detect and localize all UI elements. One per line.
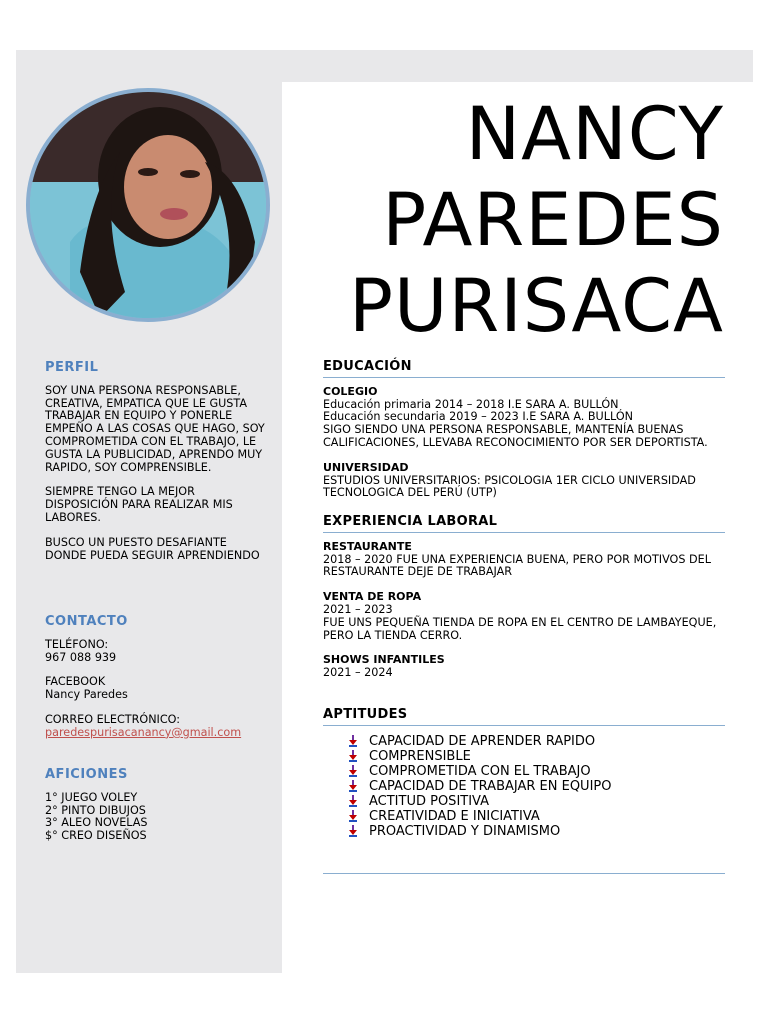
aficion-item: 1° JUEGO VOLEY [45,790,138,804]
list-item [347,734,725,749]
phone-label: TELÉFONO: [45,637,109,651]
facebook-value: Nancy Paredes [45,688,128,702]
facebook-label: FACEBOOK [45,675,106,689]
experience-entry [323,541,725,579]
aficion-item: $° CREO DISEÑOS [45,829,147,843]
experience-title: SHOWS INFANTILES [323,653,445,667]
list-item [347,779,725,794]
list-item [347,824,725,839]
aptitudes-section [323,709,725,839]
experience-text: 2018 – 2020 FUE UNA EXPERIENCIA BUENA, PERO POR MOTIVOS DEL RESTAURANTE DEJE DE TRABAJAR [323,552,711,579]
list-item [347,809,725,824]
aptitude-label: CAPACIDAD DE TRABAJAR EN EQUIPO [369,778,612,794]
section-divider [323,873,725,874]
aptitude-label: CREATIVIDAD E INICIATIVA [369,808,540,824]
aptitude-label: COMPRENSIBLE [369,748,471,764]
universidad-title: UNIVERSIDAD [323,460,409,474]
perfil-paragraph-2: SIEMPRE TENGO LA MEJOR DISPOSICIÓN PARA REALIZAR MIS LABORES. [45,485,233,524]
colegio-line: Educación primaria 2014 – 2018 I.E SARA A. BULLÓN [323,397,619,411]
aptitudes-heading: APTITUDES [323,709,725,726]
facebook-block [45,676,265,702]
experience-entry [323,654,725,680]
experience-text: FUE UNS PEQUEÑA TIENDA DE ROPA EN EL CENTRO DE LAMBAYEQUE, PERO LA TIENDA CERRO. [323,615,717,642]
arrow-down-bullet-icon [347,750,359,762]
arrow-down-bullet-icon [347,780,359,792]
aficion-item: 3° ALEO NOVELAS [45,816,148,830]
perfil-heading: PERFIL [45,360,99,375]
contacto-heading: CONTACTO [45,614,128,629]
colegio-title: COLEGIO [323,384,378,398]
experience-title: VENTA DE ROPA [323,590,422,604]
arrow-down-bullet-icon [347,765,359,777]
experience-date: 2021 – 2023 [323,602,393,616]
universidad-line: ESTUDIOS UNIVERSITARIOS: PSICOLOGIA 1ER CICLO UNIVERSIDAD TECNOLOGICA DEL PERÚ (UTP) [323,473,696,500]
educacion-heading: EDUCACIÓN [323,361,725,378]
aficiones-heading: AFICIONES [45,767,128,782]
experience-entry [323,591,725,642]
profile-photo [26,88,270,322]
contacto-section [45,616,265,752]
full-name [294,92,724,350]
email-link[interactable]: paredespurisacanancy@gmail.com [45,725,242,739]
aptitude-label: ACTITUD POSITIVA [369,793,490,809]
arrow-down-bullet-icon [347,735,359,747]
arrow-down-bullet-icon [347,825,359,837]
email-label: CORREO ELECTRÓNICO: [45,712,181,726]
experience-title: RESTAURANTE [323,539,412,553]
list-item [347,749,725,764]
aptitude-label: CAPACIDAD DE APRENDER RAPIDO [369,733,596,749]
aficiones-section [45,769,265,843]
list-item [347,794,725,809]
list-item [347,764,725,779]
phone-value: 967 088 939 [45,650,117,664]
aptitudes-list [323,734,725,839]
header-band [16,50,753,82]
colegio-entry [323,386,725,450]
aficion-item: 2° PINTO DIBUJOS [45,803,146,817]
experience-date: 2021 – 2024 [323,666,393,680]
universidad-entry [323,462,725,500]
name-line-1: NANCY [465,92,724,177]
experiencia-section [323,516,725,692]
educacion-section [323,361,725,512]
arrow-down-bullet-icon [347,795,359,807]
perfil-paragraph-3: BUSCO UN PUESTO DESAFIANTE DONDE PUEDA SEGUIR APRENDIENDO [45,535,260,562]
name-line-3: PURISACA [349,264,724,349]
name-line-2: PAREDES [382,178,724,263]
perfil-section [45,362,265,574]
colegio-line: SIGO SIENDO UNA PERSONA RESPONSABLE, MANTENÍA BUENAS CALIFICACIONES, LLEVABA RECONOCIMIENTO POR SER DEPORTISTA. [323,423,708,449]
arrow-down-bullet-icon [347,810,359,822]
experiencia-heading: EXPERIENCIA LABORAL [323,516,725,533]
perfil-paragraph-1: SOY UNA PERSONA RESPONSABLE, CREATIVA, EMPATICA QUE LE GUSTA TRABAJAR EN EQUIPO Y PONERLE EMPEÑO A LAS COSAS QUE HAGO, SOY COMPROMETIDA CON EL TRABAJO, LE GUSTA LA PUBLICIDAD, APRENDO MUY RAPIDO, SOY COMPRENSIBLE. [45,383,265,474]
phone-block [45,639,265,665]
aptitude-label: PROACTIVIDAD Y DINAMISMO [369,823,561,839]
aptitude-label: COMPROMETIDA CON EL TRABAJO [369,763,591,779]
colegio-line: Educación secundaria 2019 – 2023 I.E SARA A. BULLÓN [323,410,633,424]
email-block [45,714,265,740]
